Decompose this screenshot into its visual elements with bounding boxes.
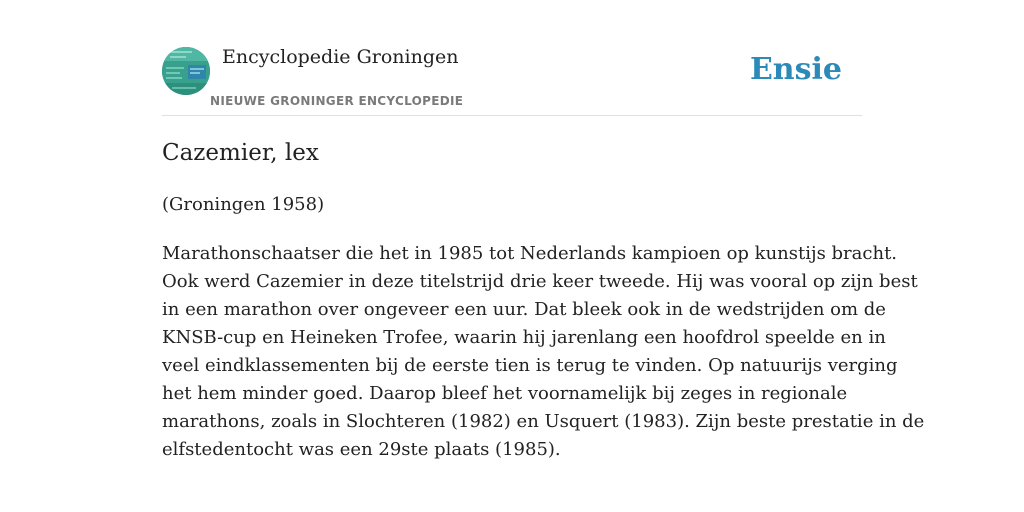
encyclopedia-thumbnail-icon <box>162 47 210 95</box>
entry-body-line: marathons, zoals in Slochteren (1982) en Usquert (1983). Zijn beste prestatie in de <box>162 411 925 432</box>
entry-body-line: Marathonschaatser die het in 1985 tot Nederlands kampioen op kunstijs bracht. <box>162 243 898 264</box>
entry-body-line: Ook werd Cazemier in deze titelstrijd drie keer tweede. Hij was vooral op zijn best <box>162 271 918 292</box>
page <box>162 0 925 512</box>
entry-body-line: elfstedentocht was een 29ste plaats (1985). <box>162 439 561 460</box>
entry-meta: (Groningen 1958) <box>162 194 325 215</box>
entry-body-line: in een marathon over ongeveer een uur. Dat bleek ook in de wedstrijden om de <box>162 299 886 320</box>
entry-body-line: veel eindklassementen bij de eerste tien is terug te vinden. Op natuurijs verging <box>162 355 898 376</box>
entry-body-line: KNSB-cup en Heineken Trofee, waarin hij jarenlang een hoofdrol speelde en in <box>162 327 886 348</box>
site-header <box>162 0 862 116</box>
site-title[interactable]: Encyclopedie Groningen <box>222 46 459 68</box>
ensie-brand-link[interactable]: Ensie <box>749 52 842 87</box>
site-subtitle: NIEUWE GRONINGER ENCYCLOPEDIE <box>210 94 464 108</box>
entry-title: Cazemier, lex <box>162 140 319 166</box>
entry-body <box>162 240 925 464</box>
entry-body-line: het hem minder goed. Daarop bleef het voornamelijk bij zeges in regionale <box>162 383 848 404</box>
site-logo[interactable] <box>162 47 210 95</box>
